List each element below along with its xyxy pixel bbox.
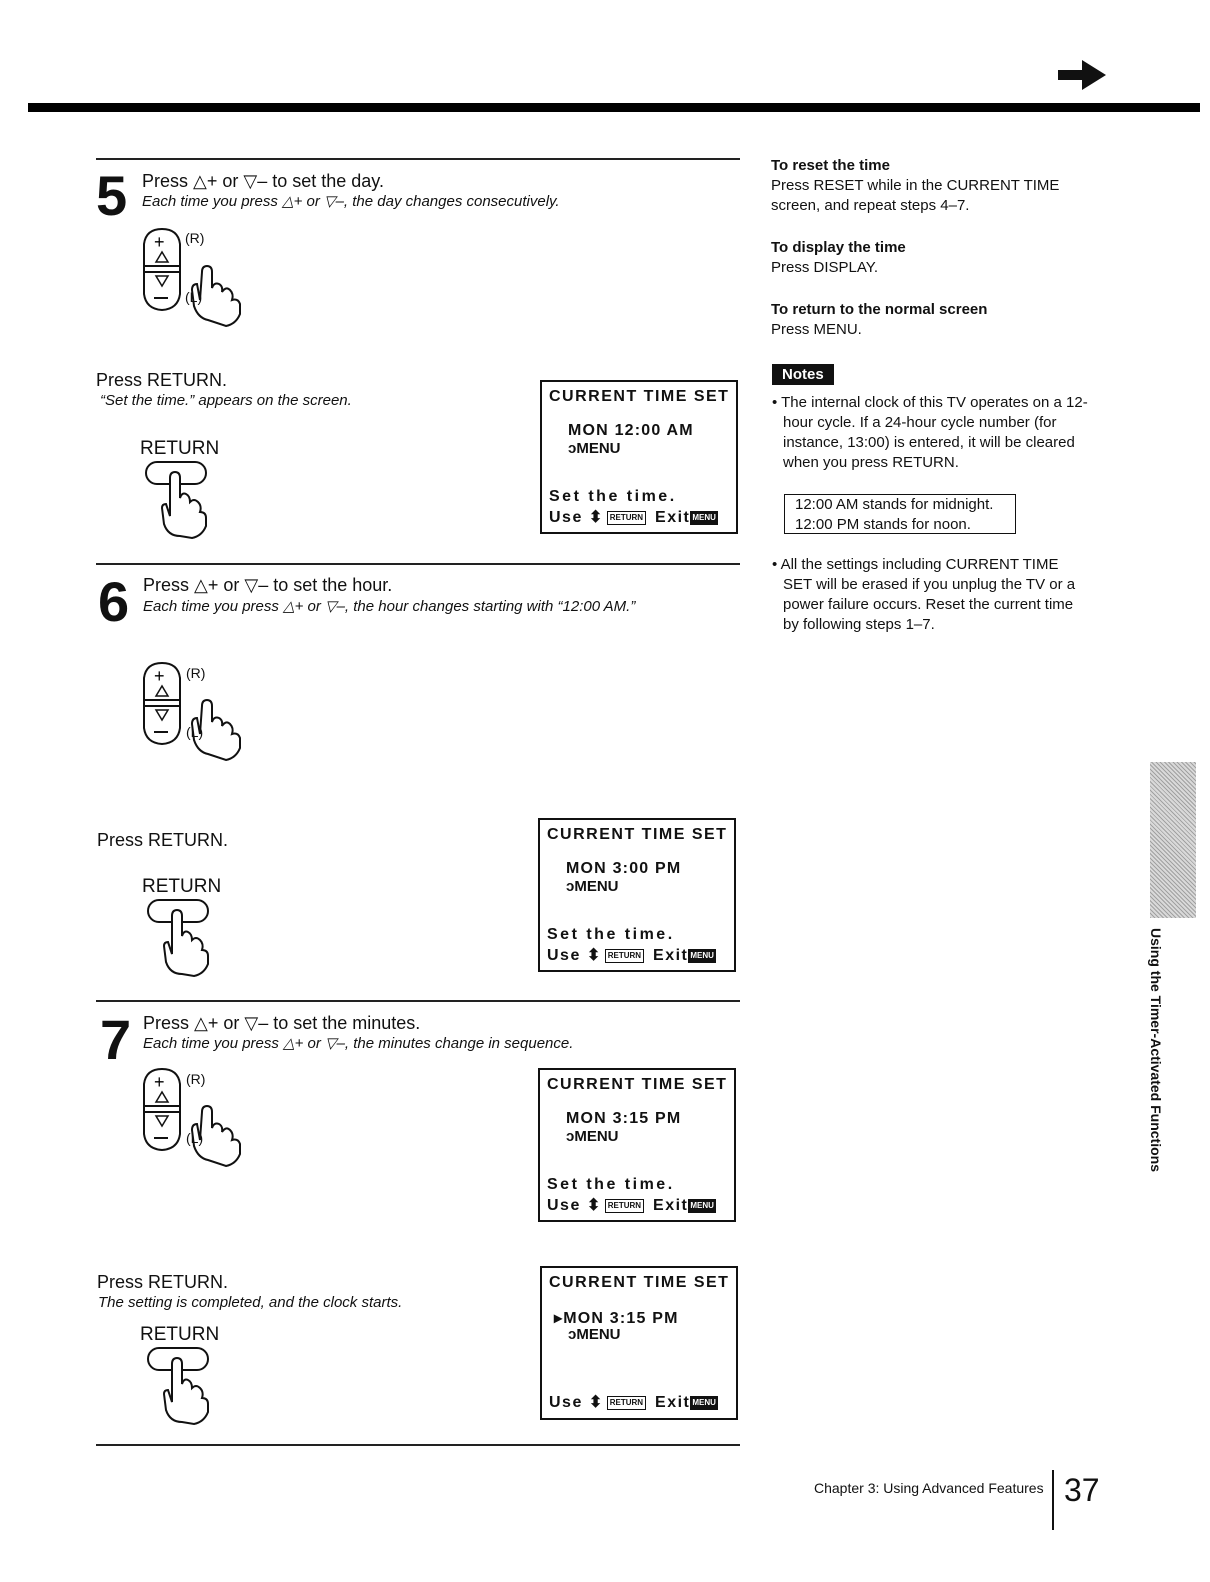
step-description: Each time you press △+ or ▽–, the day changes consecutively. bbox=[142, 193, 560, 210]
press-return-instruction: Press RETURN. bbox=[97, 1272, 229, 1292]
osd-message: Set the time. bbox=[549, 488, 677, 505]
step-description: Each time you press △+ or ▽–, the hour changes starting with “12:00 AM.” bbox=[143, 598, 636, 615]
footer-divider bbox=[1052, 1470, 1054, 1530]
notes-label: Notes bbox=[772, 364, 834, 385]
svg-text:+: + bbox=[154, 666, 165, 686]
step-description: Each time you press △+ or ▽–, the minutes change in sequence. bbox=[143, 1035, 574, 1052]
remote-r-label: (R) bbox=[185, 230, 205, 246]
midnight-noon-box bbox=[784, 494, 1016, 534]
box-line1: 12:00 AM stands for midnight. bbox=[795, 496, 994, 513]
step-number: 6 bbox=[98, 570, 130, 633]
note2-line1: • All the settings including CURRENT TIME bbox=[772, 556, 1059, 573]
osd-controls bbox=[549, 507, 718, 527]
return-press-hand-icon bbox=[142, 1346, 222, 1426]
step-number: 5 bbox=[96, 164, 128, 227]
osd-use-label: Use bbox=[547, 947, 581, 964]
continue-arrow-icon bbox=[1058, 60, 1106, 90]
osd-screen bbox=[540, 1266, 738, 1420]
reset-heading: To reset the time bbox=[771, 157, 890, 174]
osd-use-label: Use bbox=[549, 509, 583, 526]
display-text: Press DISPLAY. bbox=[771, 259, 878, 276]
display-heading: To display the time bbox=[771, 239, 906, 256]
section-rule bbox=[96, 1444, 740, 1446]
osd-use-label: Use bbox=[547, 1197, 581, 1214]
osd-exit-label: Exit bbox=[653, 947, 689, 964]
remote-r-label: (R) bbox=[186, 665, 206, 681]
osd-screen bbox=[538, 818, 736, 972]
svg-text:+: + bbox=[154, 1072, 165, 1092]
page-number: 37 bbox=[1064, 1472, 1100, 1508]
note2-line2: SET will be erased if you unplug the TV or a bbox=[783, 576, 1076, 593]
return-key-icon: RETURN bbox=[607, 1396, 646, 1410]
normal-screen-heading: To return to the normal screen bbox=[771, 301, 988, 318]
section-rule bbox=[96, 563, 740, 565]
osd-title: CURRENT TIME SET bbox=[547, 1076, 728, 1093]
box-line2: 12:00 PM stands for noon. bbox=[795, 516, 971, 533]
osd-title: CURRENT TIME SET bbox=[549, 1274, 730, 1291]
osd-menu: ↄMENU bbox=[568, 1326, 621, 1343]
osd-exit-label: Exit bbox=[653, 1197, 689, 1214]
step-number: 7 bbox=[100, 1008, 132, 1071]
osd-time: MON 3:15 PM bbox=[566, 1110, 682, 1127]
osd-title: CURRENT TIME SET bbox=[547, 826, 728, 843]
step-instruction: Press △+ or ▽– to set the hour. bbox=[143, 575, 393, 595]
note1-line4: when you press RETURN. bbox=[783, 454, 959, 471]
section-rule bbox=[96, 158, 740, 160]
osd-screen bbox=[540, 380, 738, 534]
osd-menu: ↄMENU bbox=[566, 1128, 619, 1145]
osd-time: MON 12:00 AM bbox=[568, 422, 694, 439]
step-instruction: Press △+ or ▽– to set the day. bbox=[142, 171, 384, 191]
osd-time: MON 3:00 PM bbox=[566, 860, 682, 877]
updown-icon: ⬍ bbox=[588, 1394, 604, 1411]
return-press-hand-icon bbox=[140, 460, 220, 540]
osd-exit-label: Exit bbox=[655, 1394, 691, 1411]
svg-text:+: + bbox=[154, 232, 165, 252]
osd-menu: ↄMENU bbox=[568, 440, 621, 457]
section-tab bbox=[1144, 928, 1164, 1172]
osd-screen bbox=[538, 1068, 736, 1222]
osd-controls bbox=[549, 1392, 718, 1412]
osd-use-label: Use bbox=[549, 1394, 583, 1411]
osd-time: ▸MON 3:15 PM bbox=[554, 1310, 679, 1327]
remote-l-label: (L) bbox=[186, 724, 204, 740]
menu-key-icon: MENU bbox=[690, 511, 718, 525]
return-press-hand-icon bbox=[142, 898, 222, 978]
reset-text-line1: Press RESET while in the CURRENT TIME bbox=[771, 177, 1060, 194]
osd-controls bbox=[547, 1195, 716, 1215]
press-return-instruction: Press RETURN. bbox=[96, 370, 228, 390]
section-tab-label: Using the Timer-Activated Functions bbox=[1148, 928, 1164, 1172]
return-button-label: RETURN bbox=[140, 1324, 220, 1345]
osd-menu: ↄMENU bbox=[566, 878, 619, 895]
note2-line4: by following steps 1–7. bbox=[783, 616, 935, 633]
press-return-description: “Set the time.” appears on the screen. bbox=[100, 392, 352, 409]
return-button-label: RETURN bbox=[142, 876, 222, 897]
updown-icon: ⬍ bbox=[586, 1197, 602, 1214]
chapter-footer: Chapter 3: Using Advanced Features bbox=[814, 1480, 1044, 1496]
note1-line1: • The internal clock of this TV operates on a 12- bbox=[772, 394, 1088, 411]
osd-controls bbox=[547, 945, 716, 965]
osd-message: Set the time. bbox=[547, 1176, 675, 1193]
updown-icon: ⬍ bbox=[588, 509, 604, 526]
osd-message: Set the time. bbox=[547, 926, 675, 943]
osd-title: CURRENT TIME SET bbox=[549, 388, 730, 405]
section-tab-marker bbox=[1150, 762, 1196, 918]
section-rule bbox=[96, 1000, 740, 1002]
reset-text-line2: screen, and repeat steps 4–7. bbox=[771, 197, 970, 214]
osd-exit-label: Exit bbox=[655, 509, 691, 526]
note2-line3: power failure occurs. Reset the current time bbox=[783, 596, 1074, 613]
normal-screen-text: Press MENU. bbox=[771, 321, 862, 338]
remote-r-label: (R) bbox=[186, 1071, 206, 1087]
return-button-label: RETURN bbox=[140, 438, 220, 459]
press-return-instruction: Press RETURN. bbox=[97, 830, 229, 850]
remote-l-label: (L) bbox=[185, 289, 203, 305]
return-key-icon: RETURN bbox=[605, 949, 644, 963]
step-instruction: Press △+ or ▽– to set the minutes. bbox=[143, 1013, 421, 1033]
updown-icon: ⬍ bbox=[586, 947, 602, 964]
return-key-icon: RETURN bbox=[607, 511, 646, 525]
menu-key-icon: MENU bbox=[688, 949, 716, 963]
return-key-icon: RETURN bbox=[605, 1199, 644, 1213]
header-rule bbox=[28, 103, 1200, 112]
menu-key-icon: MENU bbox=[688, 1199, 716, 1213]
note1-line3: instance, 13:00) is entered, it will be cleared bbox=[783, 434, 1075, 451]
remote-l-label: (L) bbox=[186, 1130, 204, 1146]
menu-key-icon: MENU bbox=[690, 1396, 718, 1410]
note1-line2: hour cycle. If a 24-hour cycle number (for bbox=[783, 414, 1057, 431]
press-return-description: The setting is completed, and the clock starts. bbox=[98, 1294, 403, 1311]
